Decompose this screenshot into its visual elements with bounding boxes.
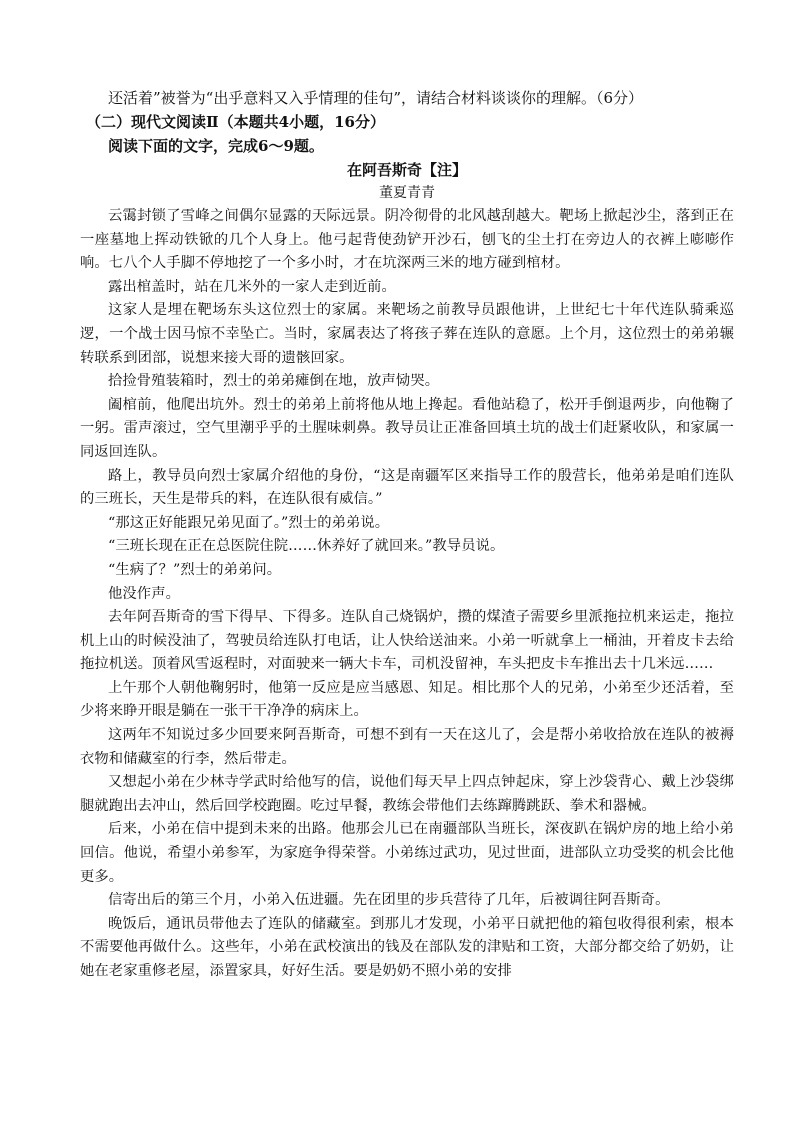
question-header [80,86,734,158]
paragraph: “那这正好能跟兄弟见面了。”烈士的弟弟说。 [108,514,390,531]
paragraph: 上午那个人朝他鞠躬时，他第一反应是应当感恩、知足。相比那个人的兄弟，小弟至少还活着，至少将来睁开眼是躺在一张干干净净的病床上。 [80,679,734,720]
article-body [80,205,734,984]
paragraph: 云霭封锁了雪峰之间偶尔显露的天际远景。阴冷彻骨的北风越刮越大。靶场上掀起沙尘，落到正在一座墓地上挥动铁锨的几个人身上。他弓起背使劲铲开沙石，刨飞的尘土打在旁边人的衣裤上嘭嘭作响。七八个人手脚不停地挖了一个多小时，才在坑深两三米的地方碰到棺材。 [80,208,734,272]
paragraph: 信寄出后的第三个月，小弟入伍进疆。先在团里的步兵营待了几年，后被调往阿吾斯奇。 [108,892,670,909]
paragraph: 又想起小弟在少林寺学武时给他写的信，说他们每天早上四点钟起床，穿上沙袋背心、戴上沙袋绑腿就跑出去冲山，然后回学校跑圈。吃过早餐，教练会带他们去练蹿腾跳跃、拳术和器械。 [80,774,734,814]
paragraph: 他没作声。 [108,585,180,602]
paragraph: 后来，小弟在信中提到未来的出路。他那会儿已在南疆部队当班长，深夜趴在锅炉房的地上给小弟回信。他说，希望小弟参军，为家庭争得荣誉。小弟练过武功，见过世面，进部队立功受奖的机会比他更多。 [80,821,734,885]
paragraph: “生病了？”烈士的弟弟问。 [108,561,282,578]
article-author: 董夏青青 [379,185,435,201]
paragraph: 路上，教导员向烈士家属介绍他的身份，“这是南疆军区来指导工作的殷营长，他弟弟是咱们连队的三班长，天生是带兵的料，在连队很有威信。” [80,467,734,508]
paragraph: 这家人是埋在靶场东头这位烈士的家属。来靶场之前教导员跟他讲，上世纪七十年代连队骑乘巡逻，一个战士因马惊不幸坠亡。当时，家属表达了将孩子葬在连队的意愿。上个月，这位烈士的弟弟辗转联系到团部，说想来接大哥的遗骸回家。 [80,302,734,366]
paragraph: 露出棺盖时，站在几米外的一家人走到近前。 [108,278,396,295]
paragraph: “三班长现在正在总医院住院……休养好了就回来。”教导员说。 [108,538,505,555]
paragraph: 这两年不知说过多少回要来阿吾斯奇，可想不到有一天在这儿了，会是帮小弟收拾放在连队的被褥衣物和储藏室的行李，然后带走。 [80,727,734,767]
reading-instruction: 阅读下面的文字，完成6～9题。 [108,137,324,155]
paragraph: 阖棺前，他爬出坑外。烈士的弟弟上前将他从地上搀起。看他站稳了，松开手倒退两步，向他鞠了一躬。雷声滚过，空气里潮乎乎的土腥味刺鼻。教导员让正准备回填土坑的战士们赶紧收队，和家属一同返回连队。 [80,396,734,460]
section-heading: （二）现代文阅读Ⅱ（本题共4小题，16分） [86,113,385,131]
paragraph: 去年阿吾斯奇的雪下得早、下得多。连队自己烧锅炉，攒的煤渣子需要乡里派拖拉机来运走，拖拉机上山的时候没油了，驾驶员给连队打电话，让人快给送油来。小弟一听就拿上一桶油，开着皮卡去给拖拉机送。顶着风雪返程时，对面驶来一辆大卡车，司机没留神，车头把皮卡车推出去十几米远…… [80,609,734,673]
article-title: 在阿吾斯奇【注】 [346,161,467,179]
previous-question-tail: 还活着”被誉为“出乎意料又入乎情理的佳句”，请结合材料谈谈你的理解。（6分） [108,89,644,107]
paragraph: 晚饭后，通讯员带他去了连队的储藏室。到那儿才发现，小弟平日就把他的箱包收得很利索，根本不需要他再做什么。这些年，小弟在武校演出的钱及在部队发的津贴和工资，大部分都交给了奶奶，让她在老家重修老屋，添置家具，好好生活。要是奶奶不照小弟的安排 [80,915,734,979]
paragraph: 拾捡骨殖装箱时，烈士的弟弟瘫倒在地，放声恸哭。 [108,373,440,390]
